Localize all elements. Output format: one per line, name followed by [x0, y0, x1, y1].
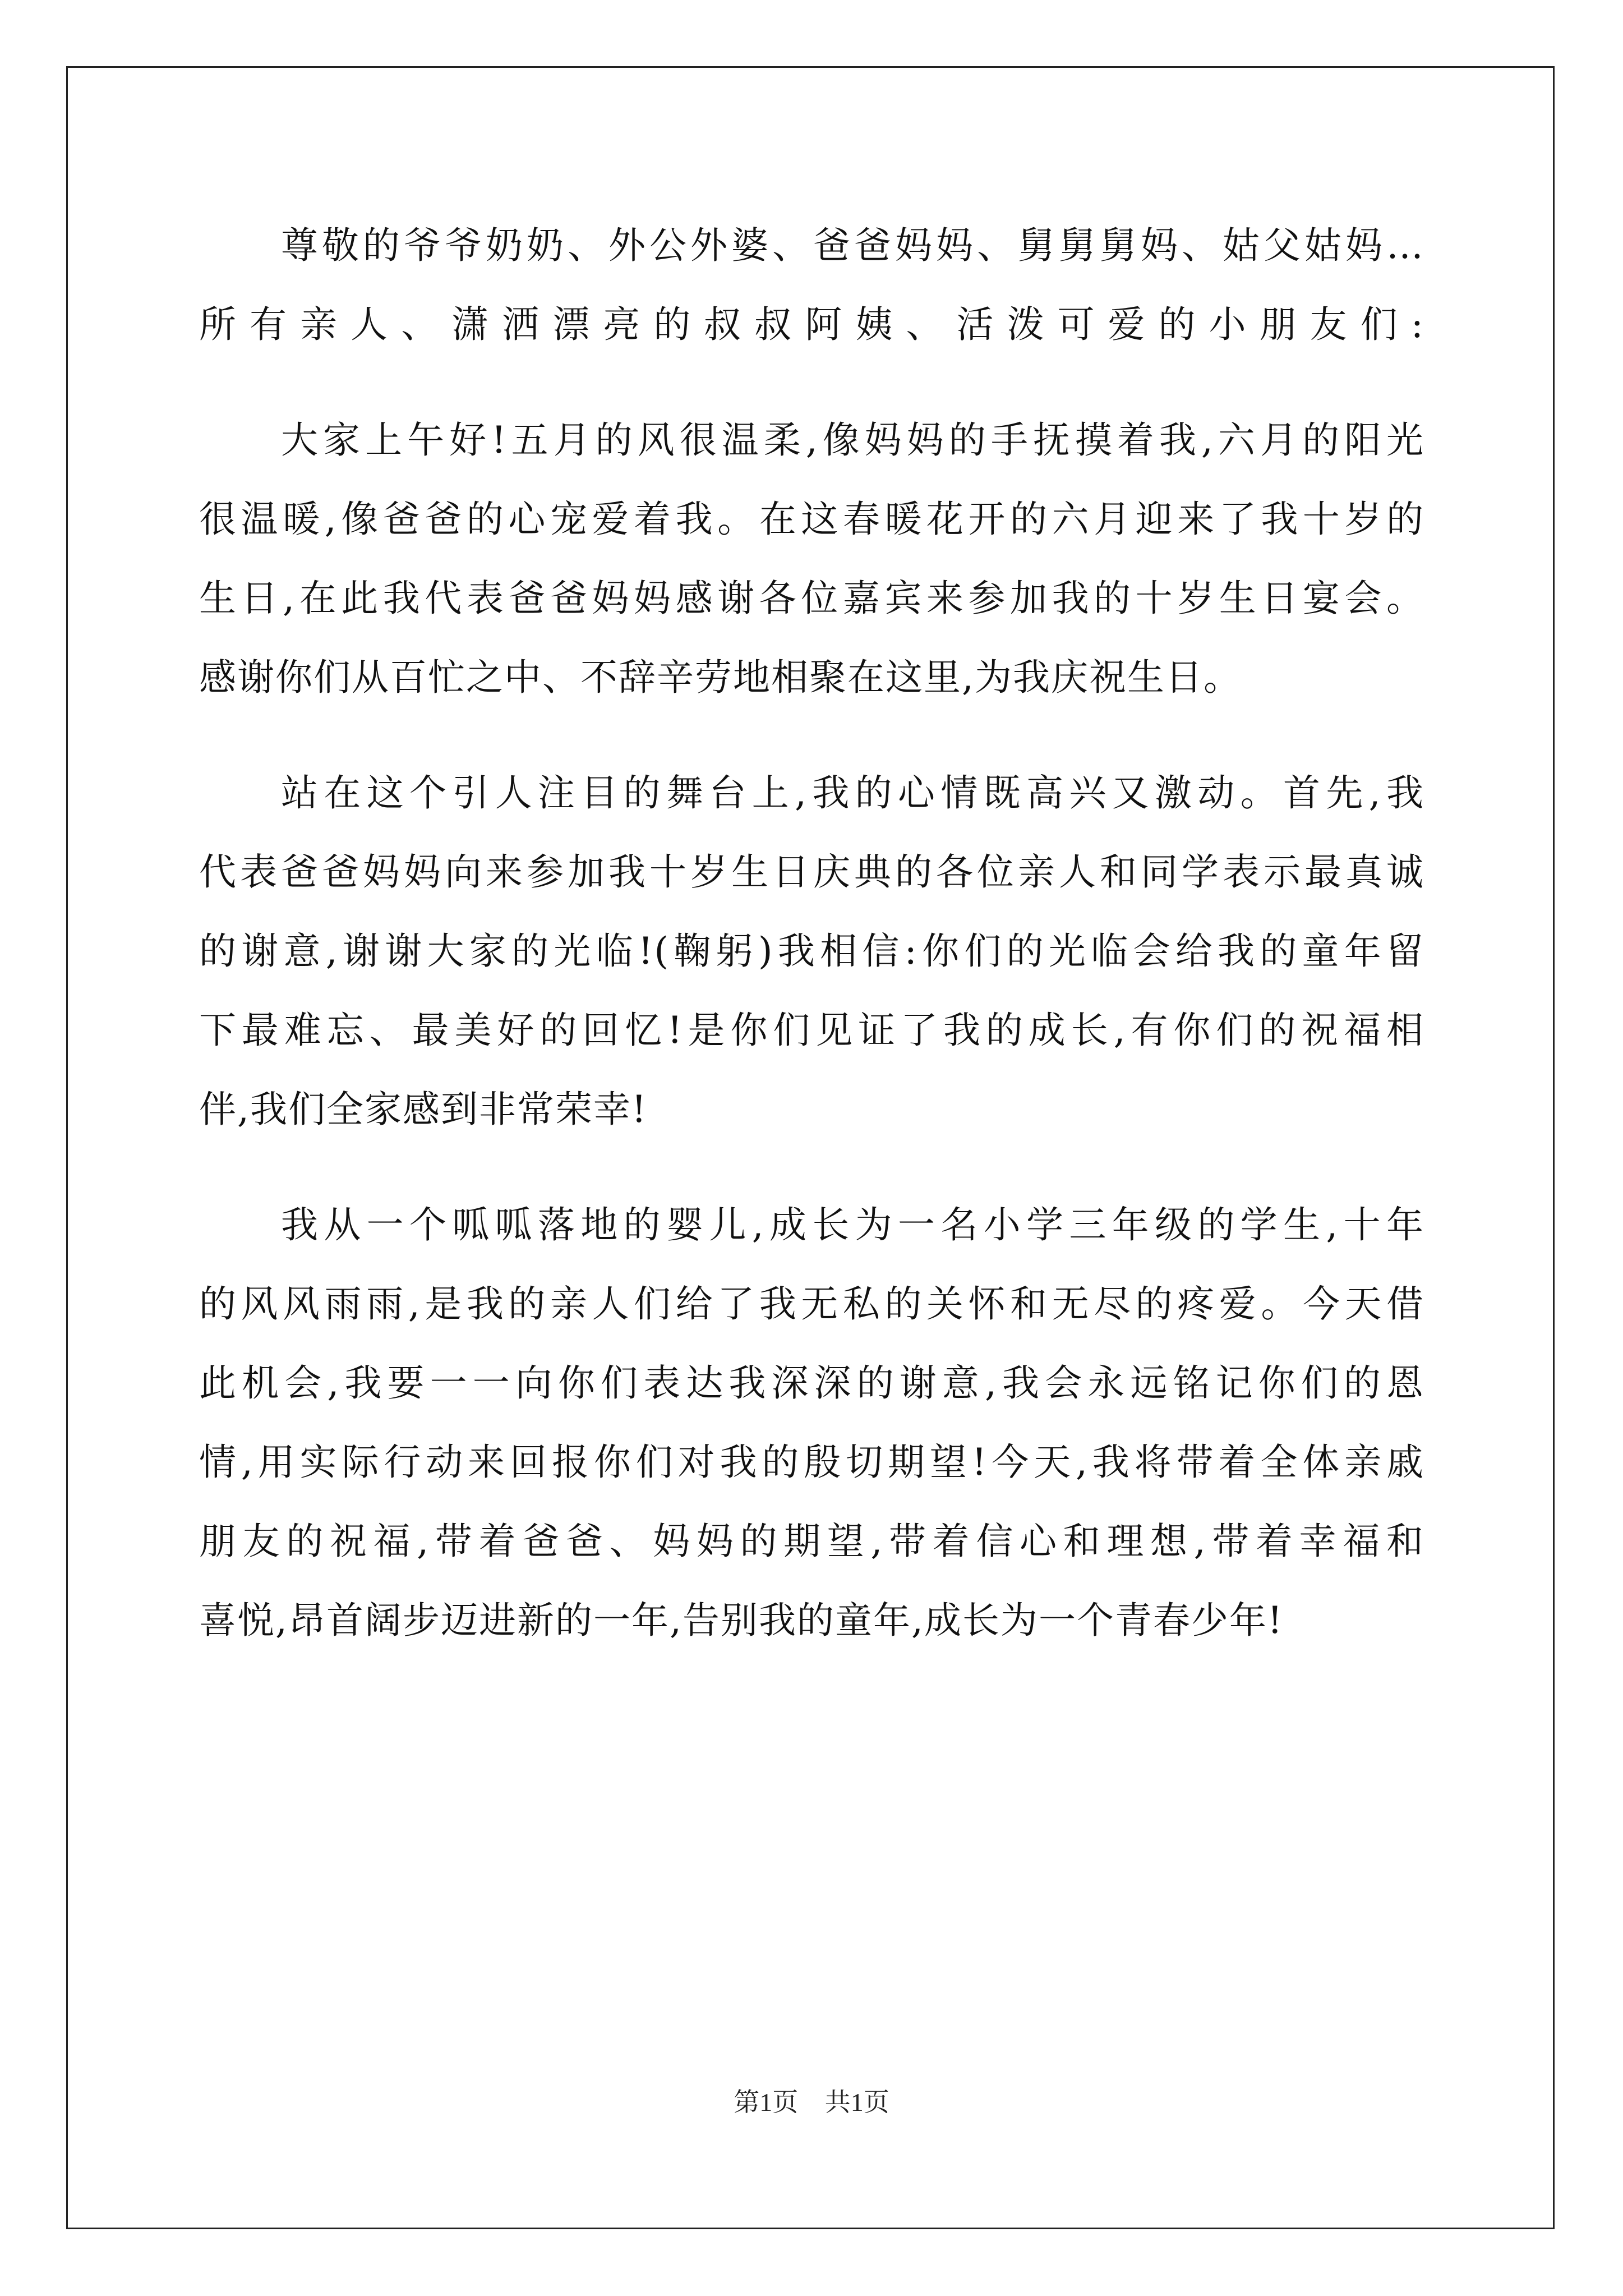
text-line: 代表爸爸妈妈向来参加我十岁生日庆典的各位亲人和同学表示最真诚: [199, 850, 1424, 894]
page-number: 第1页: [734, 2088, 799, 2116]
text-line: 所有亲人、潇洒漂亮的叔叔阿姨、活泼可爱的小朋友们:: [199, 303, 1424, 346]
text-line: 喜悦,昂首阔步迈进新的一年,告别我的童年,成长为一个青春少年!: [199, 1599, 1284, 1642]
text-line: 的风风雨雨,是我的亲人们给了我无私的关怀和无尽的疼爱。今天借: [199, 1282, 1424, 1326]
text-line: 很温暖,像爸爸的心宠爱着我。在这春暖花开的六月迎来了我十岁的: [199, 498, 1424, 541]
text-line: 感谢你们从百忙之中、不辞辛劳地相聚在这里,为我庆祝生日。: [199, 656, 1242, 699]
text-line: 站在这个引人注目的舞台上,我的心情既高兴又激动。首先,我: [281, 771, 1424, 815]
text-line: 下最难忘、最美好的回忆!是你们见证了我的成长,有你们的祝福相: [199, 1009, 1424, 1052]
text-line: 生日,在此我代表爸爸妈妈感谢各位嘉宾来参加我的十岁生日宴会。: [199, 577, 1424, 620]
page-total: 共1页: [824, 2088, 889, 2116]
text-line: 伴,我们全家感到非常荣幸!: [199, 1088, 648, 1131]
text-line: 尊敬的爷爷奶奶、外公外婆、爸爸妈妈、舅舅舅妈、姑父姑妈…: [281, 224, 1424, 267]
text-line: 情,用实际行动来回报你们对我的殷切期望!今天,我将带着全体亲戚: [199, 1441, 1424, 1484]
page-footer: [0, 2086, 1623, 2119]
text-line: 朋友的祝福,带着爸爸、妈妈的期望,带着信心和理想,带着幸福和: [199, 1520, 1424, 1563]
text-line: 的谢意,谢谢大家的光临!(鞠躬)我相信:你们的光临会给我的童年留: [199, 930, 1424, 973]
text-line: 此机会,我要一一向你们表达我深深的谢意,我会永远铭记你们的恩: [199, 1361, 1424, 1405]
text-line: 我从一个呱呱落地的婴儿,成长为一名小学三年级的学生,十年: [281, 1203, 1424, 1246]
text-line: 大家上午好!五月的风很温柔,像妈妈的手抚摸着我,六月的阳光: [281, 418, 1424, 462]
page-border: [66, 66, 1555, 2229]
